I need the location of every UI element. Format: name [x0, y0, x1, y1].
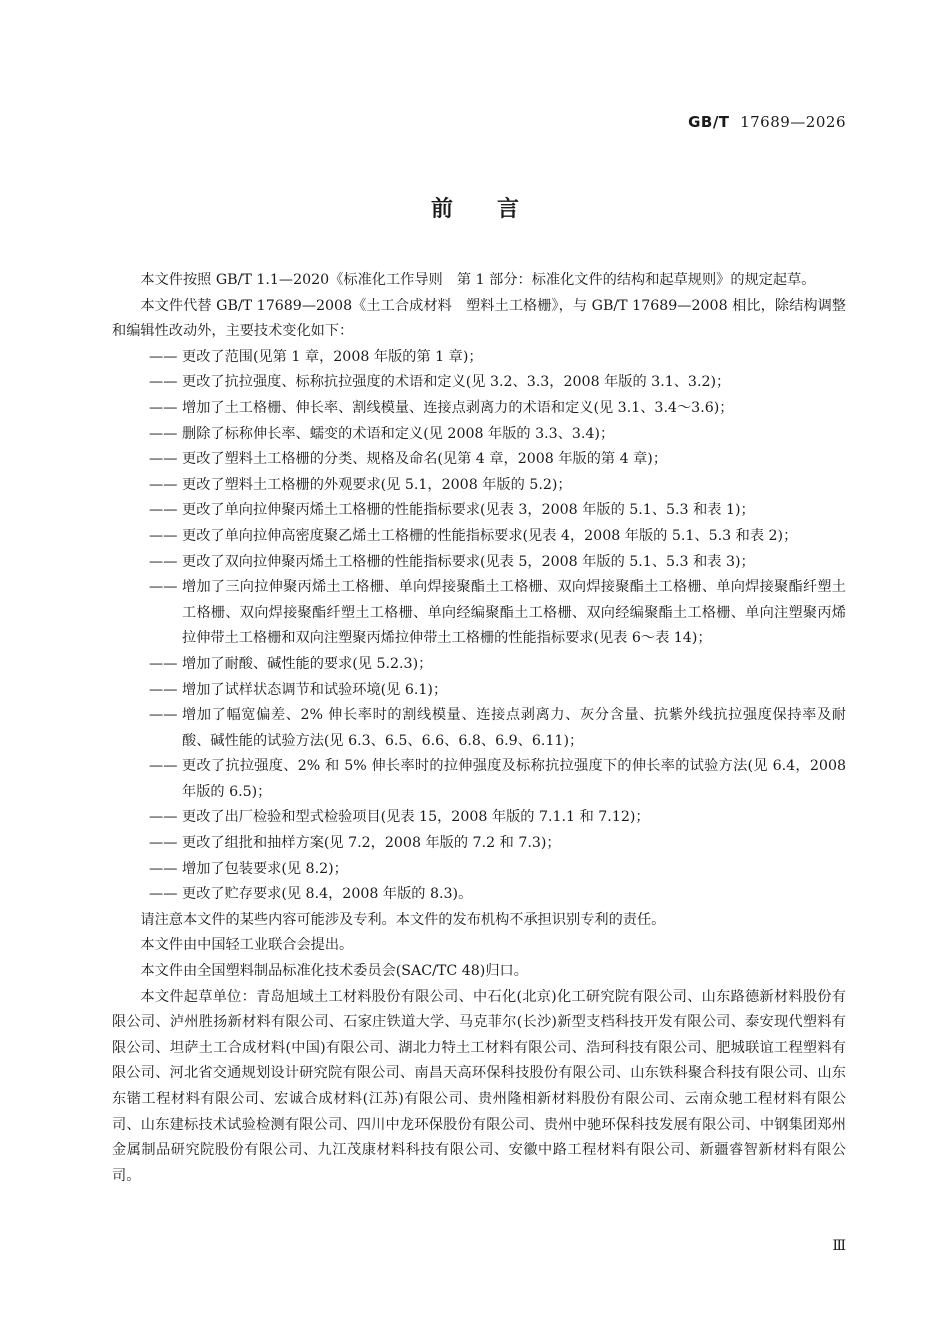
page-number: Ⅲ [832, 1238, 846, 1254]
list-dash: —— [149, 425, 178, 442]
list-item-text: 增加了包装要求(见 8.2)； [182, 860, 348, 877]
list-item-text: 更改了抗拉强度、2% 和 5% 伸长率时的拉伸强度及标称抗拉强度下的伸长率的试验方法(见 6.4，2008 年版的 6.5)； [182, 758, 846, 800]
list-item-text: 增加了三向拉伸聚丙烯土工格栅、单向焊接聚酯土工格栅、双向焊接聚酯土工格栅、单向焊接聚酯纤塑土工格栅、双向焊接聚酯纤塑土工格栅、单向经编聚酯土工格栅、双向经编聚酯土工格栅、单向注塑聚丙烯拉伸带土工格栅和双向注塑聚丙烯拉伸带土工格栅的性能指标要求(见表 6～表 14)； [182, 579, 846, 647]
list-item [112, 345, 846, 371]
list-item-text: 更改了双向拉伸聚丙烯土工格栅的性能指标要求(见表 5，2008 年版的 5.1、5.3 和表 3)； [182, 553, 755, 570]
list-dash: —— [149, 451, 178, 468]
list-dash: —— [149, 655, 178, 672]
paragraph-replaces: 本文件代替 GB/T 17689—2008《土工合成材料 塑料土工格栅》，与 GB/T 17689—2008 相比，除结构调整和编辑性改动外，主要技术变化如下： [112, 297, 846, 340]
list-item-text: 删除了标称伸长率、蠕变的术语和定义(见 2008 年版的 3.3、3.4)； [182, 425, 615, 442]
list-item [112, 831, 846, 857]
list-dash: —— [149, 681, 178, 698]
list-dash: —— [149, 579, 178, 596]
list-item-text: 增加了幅宽偏差、2% 伸长率时的割线模量、连接点剥离力、灰分含量、抗紫外线抗拉强度保持率及耐酸、碱性能的试验方法(见 6.3、6.5、6.6、6.8、6.9、6.11)； [182, 707, 846, 749]
list-item [112, 498, 846, 524]
list-item [112, 447, 846, 473]
standard-code [688, 113, 846, 131]
list-dash: —— [149, 835, 178, 852]
list-item-text: 更改了塑料土工格栅的分类、规格及命名(见第 4 章，2008 年版的第 4 章)； [182, 451, 668, 468]
list-item-text: 更改了范围(见第 1 章，2008 年版的第 1 章)； [182, 348, 483, 365]
list-item [112, 805, 846, 831]
list-item-text: 增加了土工格栅、伸长率、割线模量、连接点剥离力的术语和定义(见 3.1、3.4～3.6)； [182, 399, 734, 416]
list-item [112, 754, 846, 805]
list-item [112, 857, 846, 883]
list-item-text: 增加了耐酸、碱性能的要求(见 5.2.3)； [182, 655, 433, 672]
list-item [112, 678, 846, 704]
list-dash: —— [149, 886, 178, 903]
list-dash: —— [149, 527, 178, 544]
standard-code-prefix: GB/T [688, 113, 730, 131]
title-char-left: 前 [430, 197, 453, 222]
paragraph-drafting-rules: 本文件按照 GB/T 1.1—2020《标准化工作导则 第 1 部分：标准化文件的结构和起草规则》的规定起草。 [140, 272, 816, 288]
paragraph-patent-notice: 请注意本文件的某些内容可能涉及专利。本文件的发布机构不承担识别专利的责任。 [140, 911, 666, 928]
list-dash: —— [149, 809, 178, 826]
list-item [112, 473, 846, 499]
changes-list [112, 345, 846, 908]
list-item [112, 550, 846, 576]
list-dash: —— [149, 553, 178, 570]
foreword-body [112, 268, 846, 1189]
list-item-text: 更改了贮存要求(见 8.4，2008 年版的 8.3)。 [182, 886, 473, 903]
list-item-text: 更改了出厂检验和型式检验项目(见表 15，2008 年版的 7.1.1 和 7.12)； [182, 809, 650, 826]
list-dash: —— [149, 348, 178, 365]
list-dash: —— [149, 476, 178, 493]
paragraph-drafting-units: 本文件起草单位：青岛旭域土工材料股份有限公司、中石化(北京)化工研究院有限公司、山东路德新材料股份有限公司、泸州胜扬新材料有限公司、石家庄铁道大学、马克菲尔(长沙)新型支档科技开发有限公司、泰安现代塑料有限公司、坦萨土工合成材料(中国)有限公司、湖北力特土工材料有限公司、浩珂科技有限公司、肥城联谊工程塑料有限公司、河北省交通规划设计研究院有限公司、南昌天高环保科技股份有限公司、山东铁科聚合科技有限公司、山东东锴工程材料有限公司、宏诚合成材料(江苏)有限公司、贵州隆相新材料股份有限公司、云南众驰工程材料有限公司、山东建标技术试验检测有限公司、四川中龙环保股份有限公司、贵州中驰环保科技发展有限公司、中钢集团郑州金属制品研究院股份有限公司、九江茂康材料科技有限公司、安徽中路工程材料有限公司、新疆睿智新材料有限公司。 [112, 988, 846, 1184]
list-item [112, 524, 846, 550]
list-item [112, 703, 846, 754]
list-dash: —— [149, 758, 178, 775]
list-item [112, 882, 846, 908]
page-title [0, 192, 950, 223]
list-dash: —— [149, 399, 178, 416]
list-item [112, 396, 846, 422]
list-item-text: 更改了抗拉强度、标称抗拉强度的术语和定义(见 3.2、3.3，2008 年版的 3.1、3.2)； [182, 374, 731, 391]
list-item-text: 更改了单向拉伸高密度聚乙烯土工格栅的性能指标要求(见表 4，2008 年版的 5.1、5.3 和表 2)； [182, 527, 798, 544]
list-dash: —— [149, 502, 178, 519]
title-char-right: 言 [497, 197, 520, 222]
list-dash: —— [149, 860, 178, 877]
list-item [112, 370, 846, 396]
list-dash: —— [149, 707, 178, 724]
standard-code-number: 17689—2026 [740, 113, 846, 131]
list-item [112, 652, 846, 678]
paragraph-administered-by: 本文件由全国塑料制品标准化技术委员会(SAC/TC 48)归口。 [140, 963, 528, 980]
list-item-text: 更改了单向拉伸聚丙烯土工格栅的性能指标要求(见表 3，2008 年版的 5.1、5.3 和表 1)； [182, 502, 755, 519]
list-item-text: 更改了组批和抽样方案(见 7.2，2008 年版的 7.2 和 7.3)； [182, 835, 561, 852]
list-item [112, 422, 846, 448]
list-item-text: 增加了试样状态调节和试验环境(见 6.1)； [182, 681, 448, 698]
list-item-text: 更改了塑料土工格栅的外观要求(见 5.1，2008 年版的 5.2)； [182, 476, 572, 493]
list-item [112, 575, 846, 652]
paragraph-proposed-by: 本文件由中国轻工业联合会提出。 [140, 937, 354, 954]
list-dash: —— [149, 374, 178, 391]
